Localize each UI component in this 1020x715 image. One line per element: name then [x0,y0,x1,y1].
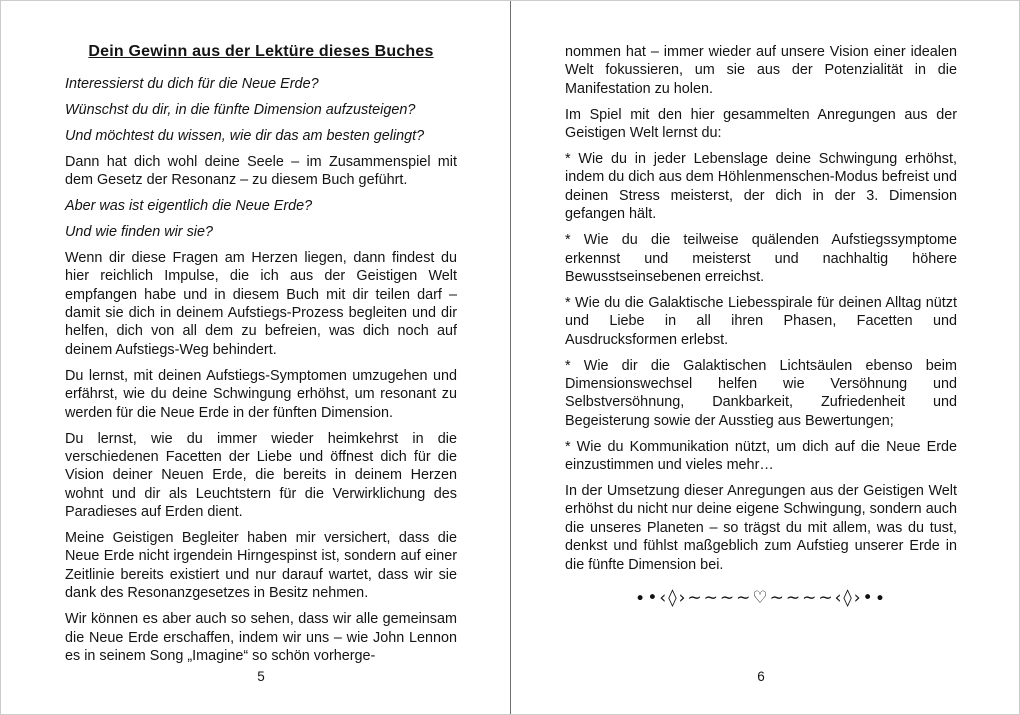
paragraph: Du lernst, wie du immer wieder heimkehrst in die verschiedenen Facetten der Liebe und öffnest dich für die Vision deiner Neuen Erde, die bereits in deinem Herzen wohnt und dir als Leuchtstern für die Verwirklichung des Paradieses auf Erden dient. [65,430,457,521]
left-page-paragraphs [65,75,457,665]
paragraph: * Wie du die Galaktische Liebesspirale für deinen Alltag nützt und Liebe in all ihren Phasen, Facetten und Ausdrucksformen erlebst. [565,294,957,348]
paragraph: * Wie du die teilweise quälenden Aufstiegssymptome erkennst und meisterst und nachhaltig höhere Bewusstseinsebenen erreichst. [565,232,957,285]
paragraph: Und möchtest du wissen, wie dir das am besten gelingt? [65,127,425,144]
paragraph: Aber was ist eigentlich die Neue Erde? [65,198,313,215]
paragraph: Interessierst du dich für die Neue Erde? [65,76,319,92]
left-page [65,1,457,715]
paragraph: Wenn dir diese Fragen am Herzen liegen, dann findest du hier reichlich Impulse, die ich aus der Geistigen Welt empfangen habe und in diesem Buch mit dir teilen darf – damit sie dich in deinem Aufstiegs-Prozess begleiten und dir helfen, dich von all dem zu befreien, was dich noch auf deinem Aufstiegs-Weg behindert. [65,249,457,358]
left-page-number: 5 [257,669,265,684]
right-page-number: 6 [757,669,765,684]
page-spine-divider [510,1,511,715]
paragraph: * Wie du Kommunikation nützt, um dich auf die Neue Erde einzustimmen und vieles mehr… [565,438,957,474]
heart-flourish-divider: ∙•‹◊›∼∼∼∼♡∼∼∼∼‹◊›•∙ [634,588,888,609]
paragraph: Im Spiel mit den hier gesammelten Anregungen aus der Geistigen Welt lernst du: [565,106,957,142]
paragraph: In der Umsetzung dieser Anregungen aus der Geistigen Welt erhöhst du nicht nur deine eigene Schwingung, sondern auch die unseres Planeten – so trägst du mit allem, was du tust, denkst und fühlst maßgeblich zum Aufstieg unserer Erde in die fünfte Dimension bei. [565,483,957,573]
right-page [565,1,957,715]
paragraph: Du lernst, mit deinen Aufstiegs-Symptomen umzugehen und erfährst, wie du deine Schwingung erhöhst, um resonant zu werden für die Neue Erde in der fünften Dimension. [65,367,457,421]
right-page-paragraphs [565,43,957,608]
paragraph: Wünschst du dir, in die fünfte Dimension aufzusteigen? [65,101,416,118]
paragraph: Und wie finden wir sie? [65,223,213,240]
paragraph: Meine Geistigen Begleiter haben mir versichert, dass die Neue Erde nicht irgendein Hirngespinst ist, sondern auf einer Zeitlinie bereits existiert und nur darauf wartet, dass wir sie dank des Resonanzgesetzes in Besitz nehmen. [65,530,457,602]
paragraph: * Wie dir die Galaktischen Lichtsäulen ebenso beim Dimensionswechsel helfen wie Versöhnung und Selbstversöhnung, Dankbarkeit, Zufriedenheit und Begeisterung sowie der Ausstieg aus Bewertungen; [565,357,957,429]
right-page-body [565,43,957,625]
paragraph: * Wie du in jeder Lebenslage deine Schwingung erhöhst, indem du dich aus dem Höhlenmenschen-Modus befreist und deinen Stress meisterst, der dich in der 3. Dimension gefangen hält. [565,151,957,223]
paragraph: Wir können es aber auch so sehen, dass wir alle gemeinsam die Neue Erde erschaffen, indem wir uns – wie John Lennon es in seinem Song „Imagine“ so schön vorherge- [65,611,457,664]
paragraph: nommen hat – immer wieder auf unsere Vision einer idealen Welt fokussieren, um sie aus der Potenzialität in die Manifestation zu holen. [565,44,957,97]
paragraph: Dann hat dich wohl deine Seele – im Zusammenspiel mit dem Gesetz der Resonanz – zu diesem Buch geführt. [65,153,457,189]
page-title: Dein Gewinn aus der Lektüre dieses Buches [88,43,434,60]
left-page-body [65,43,457,673]
